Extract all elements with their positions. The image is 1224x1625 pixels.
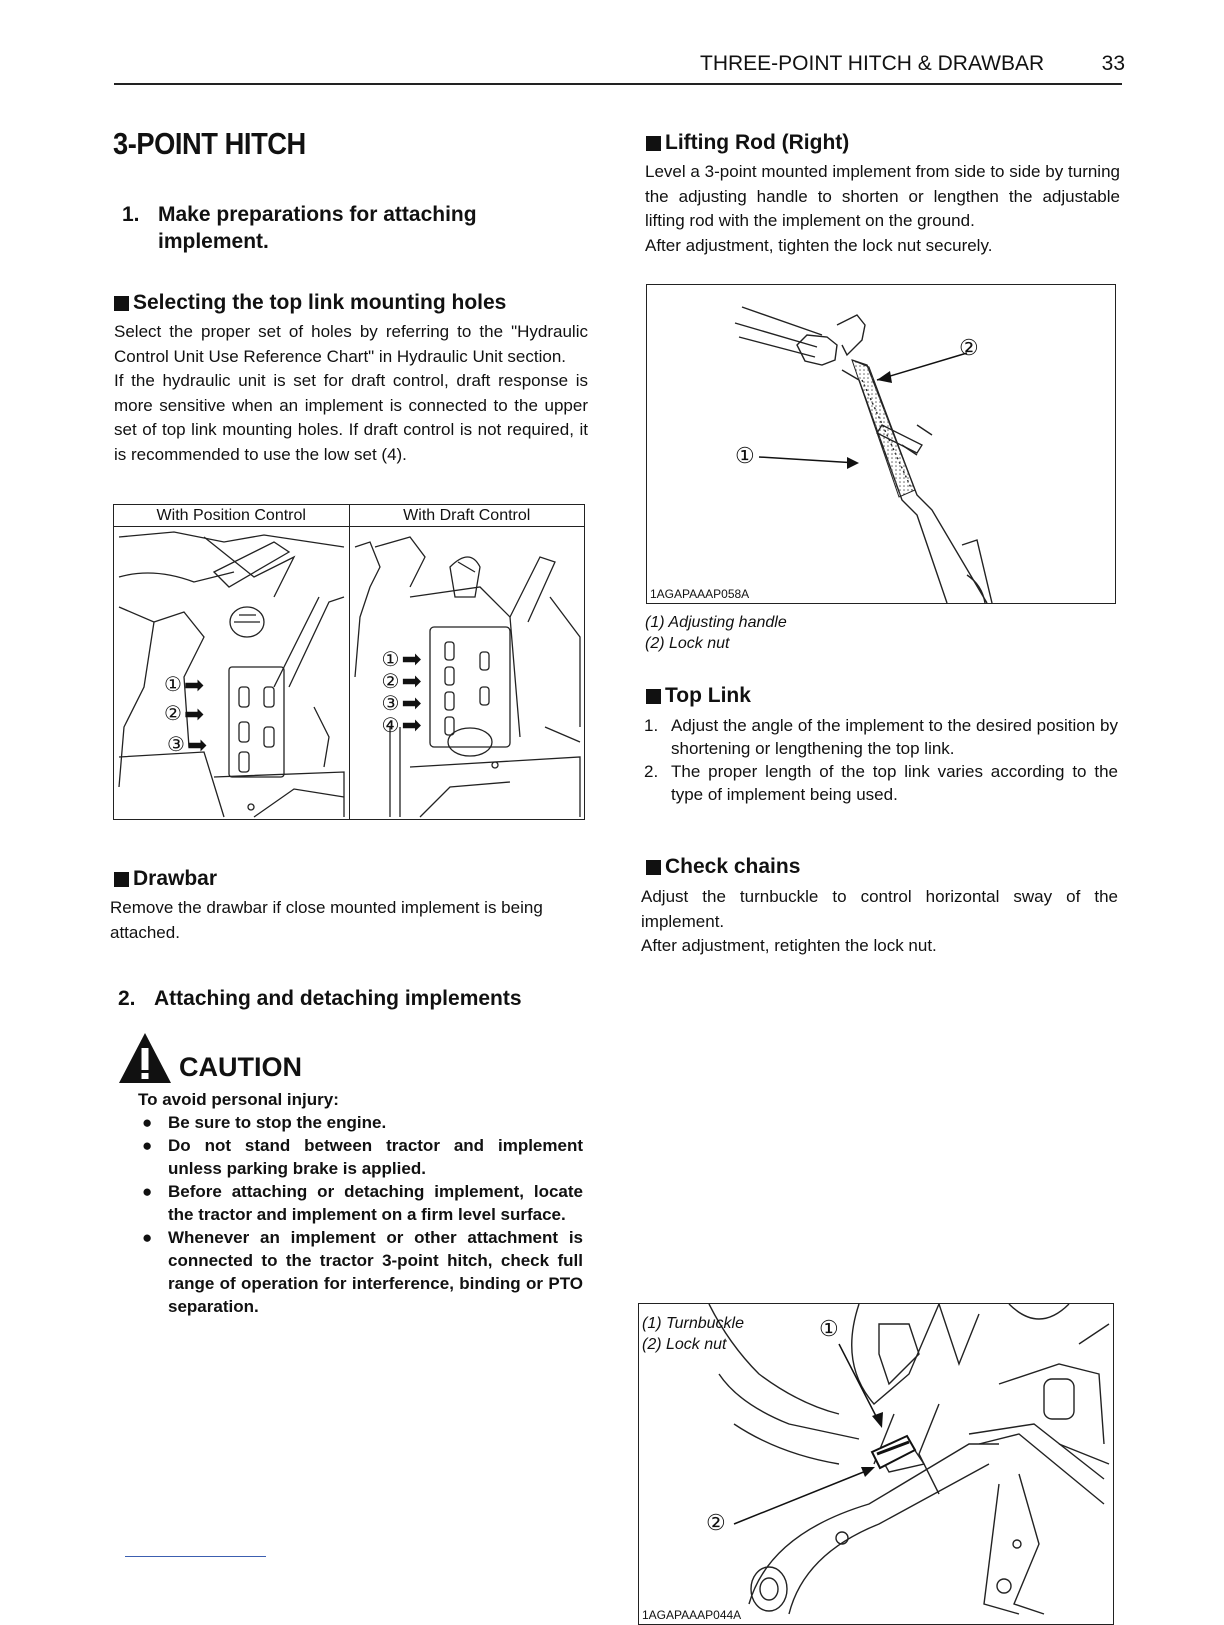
bullet-dot-icon: ● xyxy=(142,1228,153,1247)
drawbar-heading xyxy=(114,867,217,891)
top-link-holes-heading xyxy=(114,291,506,315)
check-chains-captions xyxy=(642,1313,744,1355)
draft-callouts xyxy=(381,646,422,739)
position-callout-3: ③ xyxy=(167,734,185,756)
arrow-right-icon: ➡ xyxy=(183,701,205,728)
draft-callout-3: ③ xyxy=(381,693,400,715)
top-link-item-text: The proper length of the top link varies according to the type of implement being used. xyxy=(671,762,1118,804)
position-callouts xyxy=(164,673,207,758)
bullet-square-icon xyxy=(646,860,661,875)
section-title: 3-POINT HITCH xyxy=(113,126,306,161)
arrow-right-icon: ➡ xyxy=(183,672,205,699)
caution-title-text: CAUTION xyxy=(179,1052,302,1082)
warning-triangle-icon xyxy=(117,1030,173,1086)
position-callout-1: ① xyxy=(164,674,182,696)
check-chains-callout-2: ② xyxy=(706,1510,726,1535)
lifting-rod-body xyxy=(645,160,1120,258)
page-number: 33 xyxy=(1101,52,1125,75)
lifting-rod-heading xyxy=(646,131,849,155)
check-chains-text: Adjust the turnbuckle to control horizontal sway of the implement. xyxy=(641,887,1118,931)
arrow-right-icon: ➡ xyxy=(186,732,208,759)
step2-title: Attaching and detaching implements xyxy=(154,987,522,1010)
position-callout-2: ② xyxy=(164,703,182,725)
position-control-photo xyxy=(114,527,349,819)
arrow-right-icon: ➡ xyxy=(401,690,422,717)
check-chains-figure-code: 1AGAPAAAP044A xyxy=(642,1608,742,1622)
draft-callout-1: ① xyxy=(381,649,400,671)
lifting-rod-figure-code: 1AGAPAAAP058A xyxy=(650,587,750,601)
draft-callout-2: ② xyxy=(381,671,400,693)
caution-item-text: Be sure to stop the engine. xyxy=(168,1113,387,1132)
mounting-holes-photo-table xyxy=(113,504,585,820)
check-chains-callout-1: ① xyxy=(819,1316,839,1341)
lifting-rod-heading-text: Lifting Rod (Right) xyxy=(665,131,850,154)
step1-heading xyxy=(122,201,542,255)
caution-item xyxy=(138,1226,583,1318)
lifting-rod-text2: After adjustment, tighten the lock nut securely. xyxy=(645,235,993,255)
caution-intro: To avoid personal injury: xyxy=(138,1090,339,1109)
page-header xyxy=(700,52,1125,76)
arrow-right-icon: ➡ xyxy=(401,668,422,695)
top-link-holes-body xyxy=(114,320,588,467)
draft-control-column xyxy=(350,505,585,819)
check-chains-text2: After adjustment, retighten the lock nut. xyxy=(641,936,937,955)
step2-heading xyxy=(118,985,578,1012)
caution-item-text: Whenever an implement or other attachment is connected to the tractor 3-point hitch, check full range of operation for interference, binding or PTO separation. xyxy=(168,1228,583,1316)
bullet-square-icon xyxy=(114,296,129,311)
position-control-header: With Position Control xyxy=(114,505,349,527)
draft-control-header: With Draft Control xyxy=(350,505,585,527)
arrow-right-icon: ➡ xyxy=(401,646,422,673)
header-rule xyxy=(114,83,1122,85)
position-control-illustration xyxy=(114,527,348,819)
lifting-rod-illustration xyxy=(647,285,1115,603)
lifting-rod-text: Level a 3-point mounted implement from side to side by turning the adjusting handle to shorten or lengthen the adjustable lifting rod with the implement on the ground. xyxy=(645,162,1120,230)
step1-title-line2: implement. xyxy=(158,230,269,253)
bullet-square-icon xyxy=(646,689,661,704)
draft-control-photo xyxy=(350,527,585,819)
step2-number: 2. xyxy=(118,987,136,1010)
check-chains-heading xyxy=(646,855,800,879)
top-link-item-text: Adjust the angle of the implement to the desired position by shortening or lengthening the top link. xyxy=(671,716,1118,758)
top-link-holes-para1: Select the proper set of holes by referring to the "Hydraulic Control Unit Use Reference Chart" in Hydraulic Unit section. xyxy=(114,322,588,366)
caution-item-text: Before attaching or detaching implement, locate the tractor and implement on a firm level surface. xyxy=(168,1182,583,1224)
top-link-item-number: 2. xyxy=(644,762,659,781)
check-chains-caption-2: (2) Lock nut xyxy=(642,1336,727,1353)
lifting-rod-callout-1: ① xyxy=(735,443,755,468)
top-link-heading xyxy=(646,684,751,708)
top-link-item xyxy=(644,760,1118,806)
bullet-dot-icon: ● xyxy=(142,1182,153,1201)
lifting-rod-callout-2: ② xyxy=(959,335,979,360)
bullet-square-icon xyxy=(114,872,129,887)
check-chains-caption-1: (1) Turnbuckle xyxy=(642,1315,744,1332)
drawbar-text: Remove the drawbar if close mounted implement is being attached. xyxy=(110,898,543,942)
caution-title xyxy=(117,1030,302,1086)
header-title: THREE-POINT HITCH & DRAWBAR xyxy=(700,52,1045,75)
lifting-rod-captions xyxy=(645,612,787,654)
caution-item xyxy=(138,1180,583,1226)
top-link-holes-heading-text: Selecting the top link mounting holes xyxy=(133,291,507,314)
top-link-heading-text: Top Link xyxy=(665,684,751,707)
bullet-dot-icon: ● xyxy=(142,1113,153,1132)
top-link-list xyxy=(644,714,1118,806)
top-link-holes-para2: If the hydraulic unit is set for draft control, draft response is more sensitive when an implement is connected to the upper set of top link mounting holes. If draft control is not required, it is recommended to use the low set (4). xyxy=(114,371,588,464)
bullet-square-icon xyxy=(646,136,661,151)
check-chains-body xyxy=(641,885,1118,959)
bullet-dot-icon: ● xyxy=(142,1136,153,1155)
caution-item-text: Do not stand between tractor and implement unless parking brake is applied. xyxy=(168,1136,583,1178)
check-chains-heading-text: Check chains xyxy=(665,855,801,878)
lifting-rod-caption-1: (1) Adjusting handle xyxy=(645,614,787,631)
top-link-item xyxy=(644,714,1118,760)
drawbar-heading-text: Drawbar xyxy=(133,867,218,890)
lifting-rod-caption-2: (2) Lock nut xyxy=(645,635,730,652)
caution-item xyxy=(138,1111,583,1134)
caution-item xyxy=(138,1134,583,1180)
caution-body xyxy=(138,1088,583,1318)
arrow-right-icon: ➡ xyxy=(401,712,422,739)
position-control-column xyxy=(114,505,350,819)
footer-rule xyxy=(125,1556,266,1557)
lifting-rod-figure xyxy=(646,284,1116,604)
top-link-item-number: 1. xyxy=(644,716,659,735)
draft-callout-4: ④ xyxy=(381,715,400,737)
step1-number: 1. xyxy=(122,203,140,226)
step1-title-line1: Make preparations for attaching xyxy=(158,203,477,226)
